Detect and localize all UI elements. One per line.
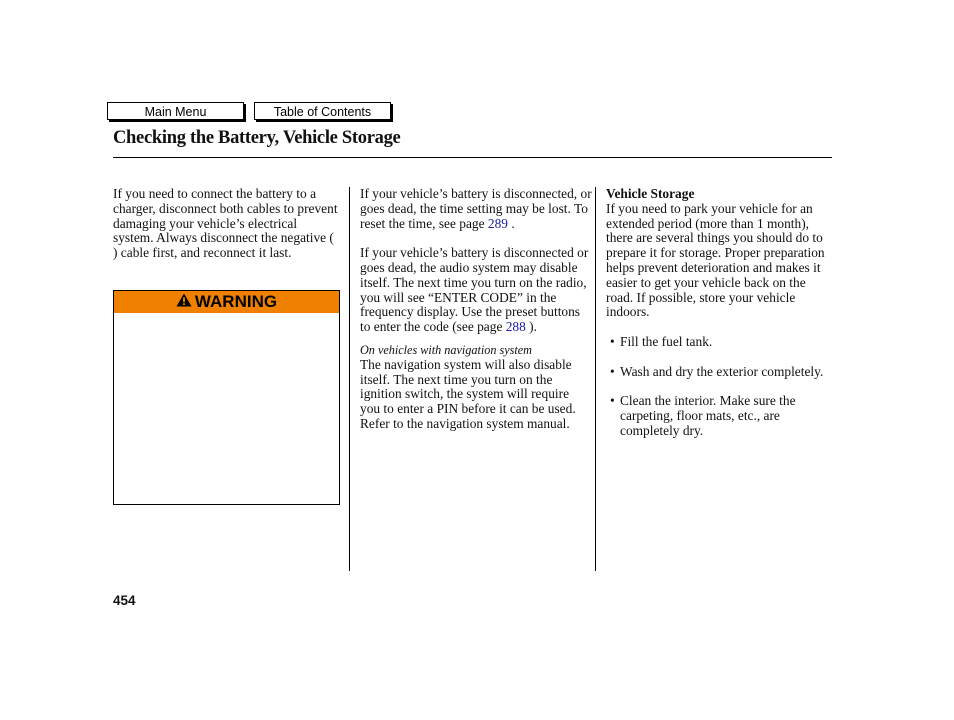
battery-charger-paragraph: If you need to connect the battery to a charger, disconnect both cables to prevent damaging your vehicle’s electrical system. Always disconnect the negative ( ) cable first, and reconnect it last. bbox=[113, 186, 338, 261]
main-menu-button[interactable]: Main Menu bbox=[107, 102, 244, 120]
navigation-note: On vehicles with navigation system bbox=[360, 342, 532, 357]
vehicle-storage-heading: Vehicle Storage bbox=[606, 186, 695, 201]
list-item: • Fill the fuel tank. bbox=[610, 333, 713, 349]
page-number: 454 bbox=[113, 593, 136, 608]
page-289-link[interactable]: 289 bbox=[487, 215, 508, 231]
storage-intro-paragraph: If you need to park your vehicle for an extended period (more than 1 month), there are several things you should do to prepare it for storage. Proper preparation helps prevent deterioration and makes it easier to get your vehicle back on the road. If possible, store your vehicle indoors. bbox=[606, 200, 825, 320]
column-right bbox=[606, 187, 832, 439]
time-reset-paragraph: If your vehicle’s battery is disconnected, or goes dead, the time setting may be lost. To reset the time, see page 289 . bbox=[360, 186, 592, 231]
warning-triangle-icon bbox=[176, 291, 192, 313]
title-divider bbox=[113, 157, 832, 158]
warning-header bbox=[114, 291, 339, 313]
list-item: • Clean the interior. Make sure the carpeting, floor mats, etc., are completely dry. bbox=[610, 393, 796, 438]
warning-label: WARNING bbox=[194, 292, 278, 311]
warning-box bbox=[113, 290, 340, 505]
page-title: Checking the Battery, Vehicle Storage bbox=[113, 128, 401, 148]
table-of-contents-button[interactable]: Table of Contents bbox=[254, 102, 391, 120]
page-288-link[interactable]: 288 bbox=[505, 319, 526, 335]
column-left bbox=[113, 187, 339, 261]
navigation-paragraph: The navigation system will also disable itself. The next time you turn on the ignition switch, the system will require you to enter a PIN before it can be used. Refer to the navigation system manual. bbox=[360, 356, 576, 431]
list-item: • Wash and dry the exterior completely. bbox=[610, 363, 824, 379]
audio-code-paragraph: If your vehicle’s battery is disconnected or goes dead, the audio system may disable itself. The next time you turn on the radio, you will see “ENTER CODE” in the frequency display. Use the preset buttons to enter the code (see page 288 ). bbox=[360, 245, 589, 335]
column-middle bbox=[360, 187, 592, 432]
column-divider bbox=[349, 187, 350, 571]
column-divider bbox=[595, 187, 596, 571]
